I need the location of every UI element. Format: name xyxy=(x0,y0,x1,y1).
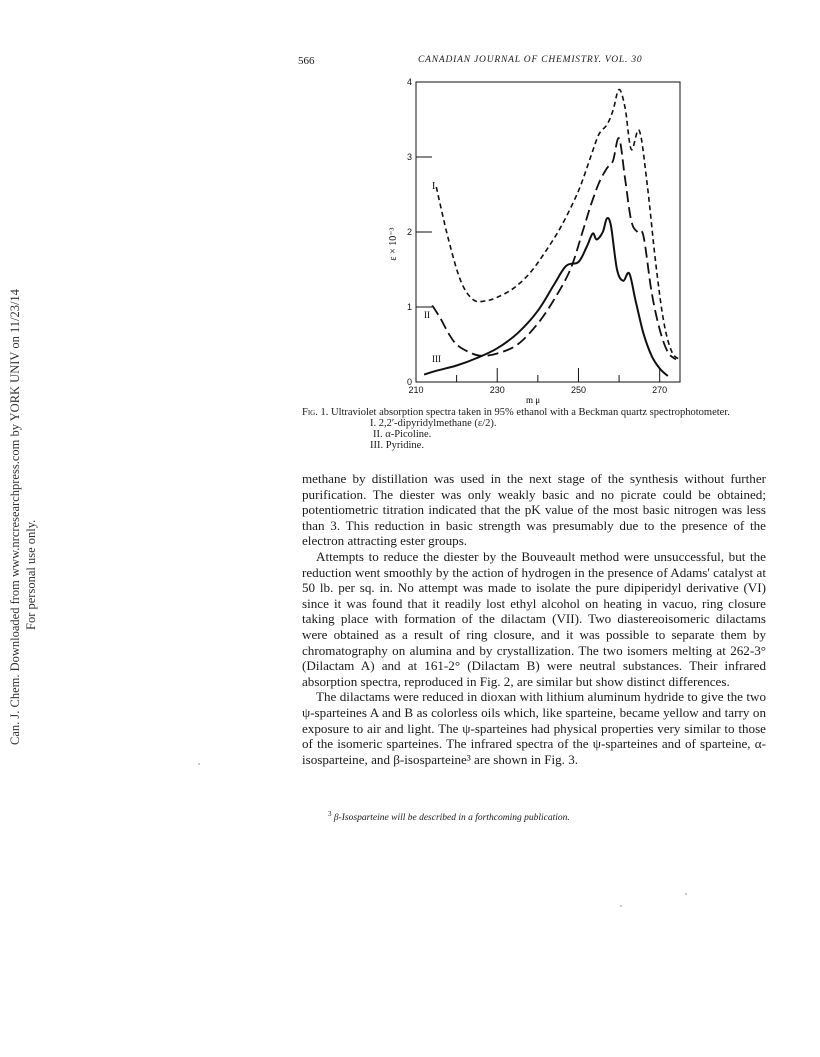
chart-ticks xyxy=(407,77,667,395)
body-paragraph-1: methane by distillation was used in the next stage of the synthesis without further purification. The diester was only weakly basic and no picrate could be obtained; potentiometric titration indicated that the pK value of the most basic nitrogen was less than 3. This reduction in basic strength was presumably due to the presence of the electron attracting ester groups. xyxy=(302,471,766,549)
x-tick-label: 270 xyxy=(652,385,668,395)
uv-spectrum-chart xyxy=(380,72,700,417)
scan-speck xyxy=(620,905,622,907)
series-line-I xyxy=(436,89,680,359)
series-line-III xyxy=(424,218,668,376)
figure-caption-text: Ultraviolet absorption spectra taken in 95% ethanol with a Beckman quartz spectrophotometer. xyxy=(330,407,730,418)
footnote-marker: 3 xyxy=(328,810,332,818)
figure-caption xyxy=(302,407,766,451)
figure-legend xyxy=(370,418,766,451)
x-axis-label: m μ xyxy=(525,395,541,405)
y-tick-label: 1 xyxy=(406,302,412,312)
body-paragraph-2: Attempts to reduce the diester by the Bouveault method were unsuccessful, but the reduction went smoothly by the action of hydrogen in the presence of Adams' catalyst at 50 lb. per sq. in. No attempt was made to isolate the pure dipiperidyl derivative (VI) since it was found that it readily lost ethyl alcohol on heating in vacuo, ring closure taking place with formation of the dilactam (VII). Two diastereoisomeric dilactams were obtained as a result of ring closure, and it was possible to separate them by chromatography on alumina and by crystallization. The two isomers melting at 262-3° (Dilactam A) and at 161-2° (Dilactam B) were neutral substances. Their infrared absorption spectra, reproduced in Fig. 2, are similar but show distinct differences. xyxy=(302,548,766,689)
curve-label-II: II xyxy=(424,310,430,320)
scan-speck xyxy=(685,893,687,895)
body-paragraph-3: The dilactams were reduced in dioxan with lithium aluminum hydride to give the two ψ-sparteines A and B as colorless oils which, like sparteine, became yellow and tarry on exposure to air and light. The ψ-sparteines had physical properties very similar to those of the isomeric sparteines. The infrared spectra of the ψ-sparteines and of sparteine, α-isosparteine, and β-isosparteine³ are shown in Fig. 3. xyxy=(302,689,766,767)
footnote-text: β-Isosparteine will be described in a forthcoming publication. xyxy=(333,813,570,824)
y-axis-label: ε × 10⁻³ xyxy=(388,227,399,261)
curve-label-I: I xyxy=(432,181,436,192)
download-watermark xyxy=(4,245,46,745)
scan-speck xyxy=(198,763,200,765)
personal-use-notice: For personal use only. xyxy=(24,519,38,630)
figure-1 xyxy=(380,72,700,417)
x-tick-label: 230 xyxy=(489,385,505,395)
chart-axes xyxy=(416,82,680,382)
x-tick-label: 250 xyxy=(570,385,586,395)
curve-label-III: III xyxy=(432,354,441,364)
legend-item-III: III. Pyridine. xyxy=(370,440,424,451)
journal-title: CANADIAN JOURNAL OF CHEMISTRY. VOL. 30 xyxy=(418,55,643,65)
series-line-II xyxy=(432,138,676,360)
plot-frame xyxy=(416,82,680,382)
download-notice: Can. J. Chem. Downloaded from www.nrcresearchpress.com by YORK UNIV on 11/23/14 xyxy=(8,289,22,745)
article-body xyxy=(302,471,766,767)
footnote xyxy=(328,810,570,823)
y-tick-label: 3 xyxy=(406,152,412,162)
y-tick-label: 4 xyxy=(406,77,412,87)
legend-item-II: II. α-Picoline. xyxy=(373,429,432,440)
y-tick-label: 0 xyxy=(406,377,412,387)
chart-series xyxy=(424,89,680,376)
legend-item-I: I. 2,2′-dipyridylmethane (ε/2). xyxy=(370,418,497,429)
y-tick-label: 2 xyxy=(406,227,412,237)
x-tick-label: 210 xyxy=(408,385,424,395)
running-head xyxy=(298,55,768,69)
figure-caption-label: Fig. 1. xyxy=(302,407,329,418)
page-number: 566 xyxy=(298,55,315,67)
